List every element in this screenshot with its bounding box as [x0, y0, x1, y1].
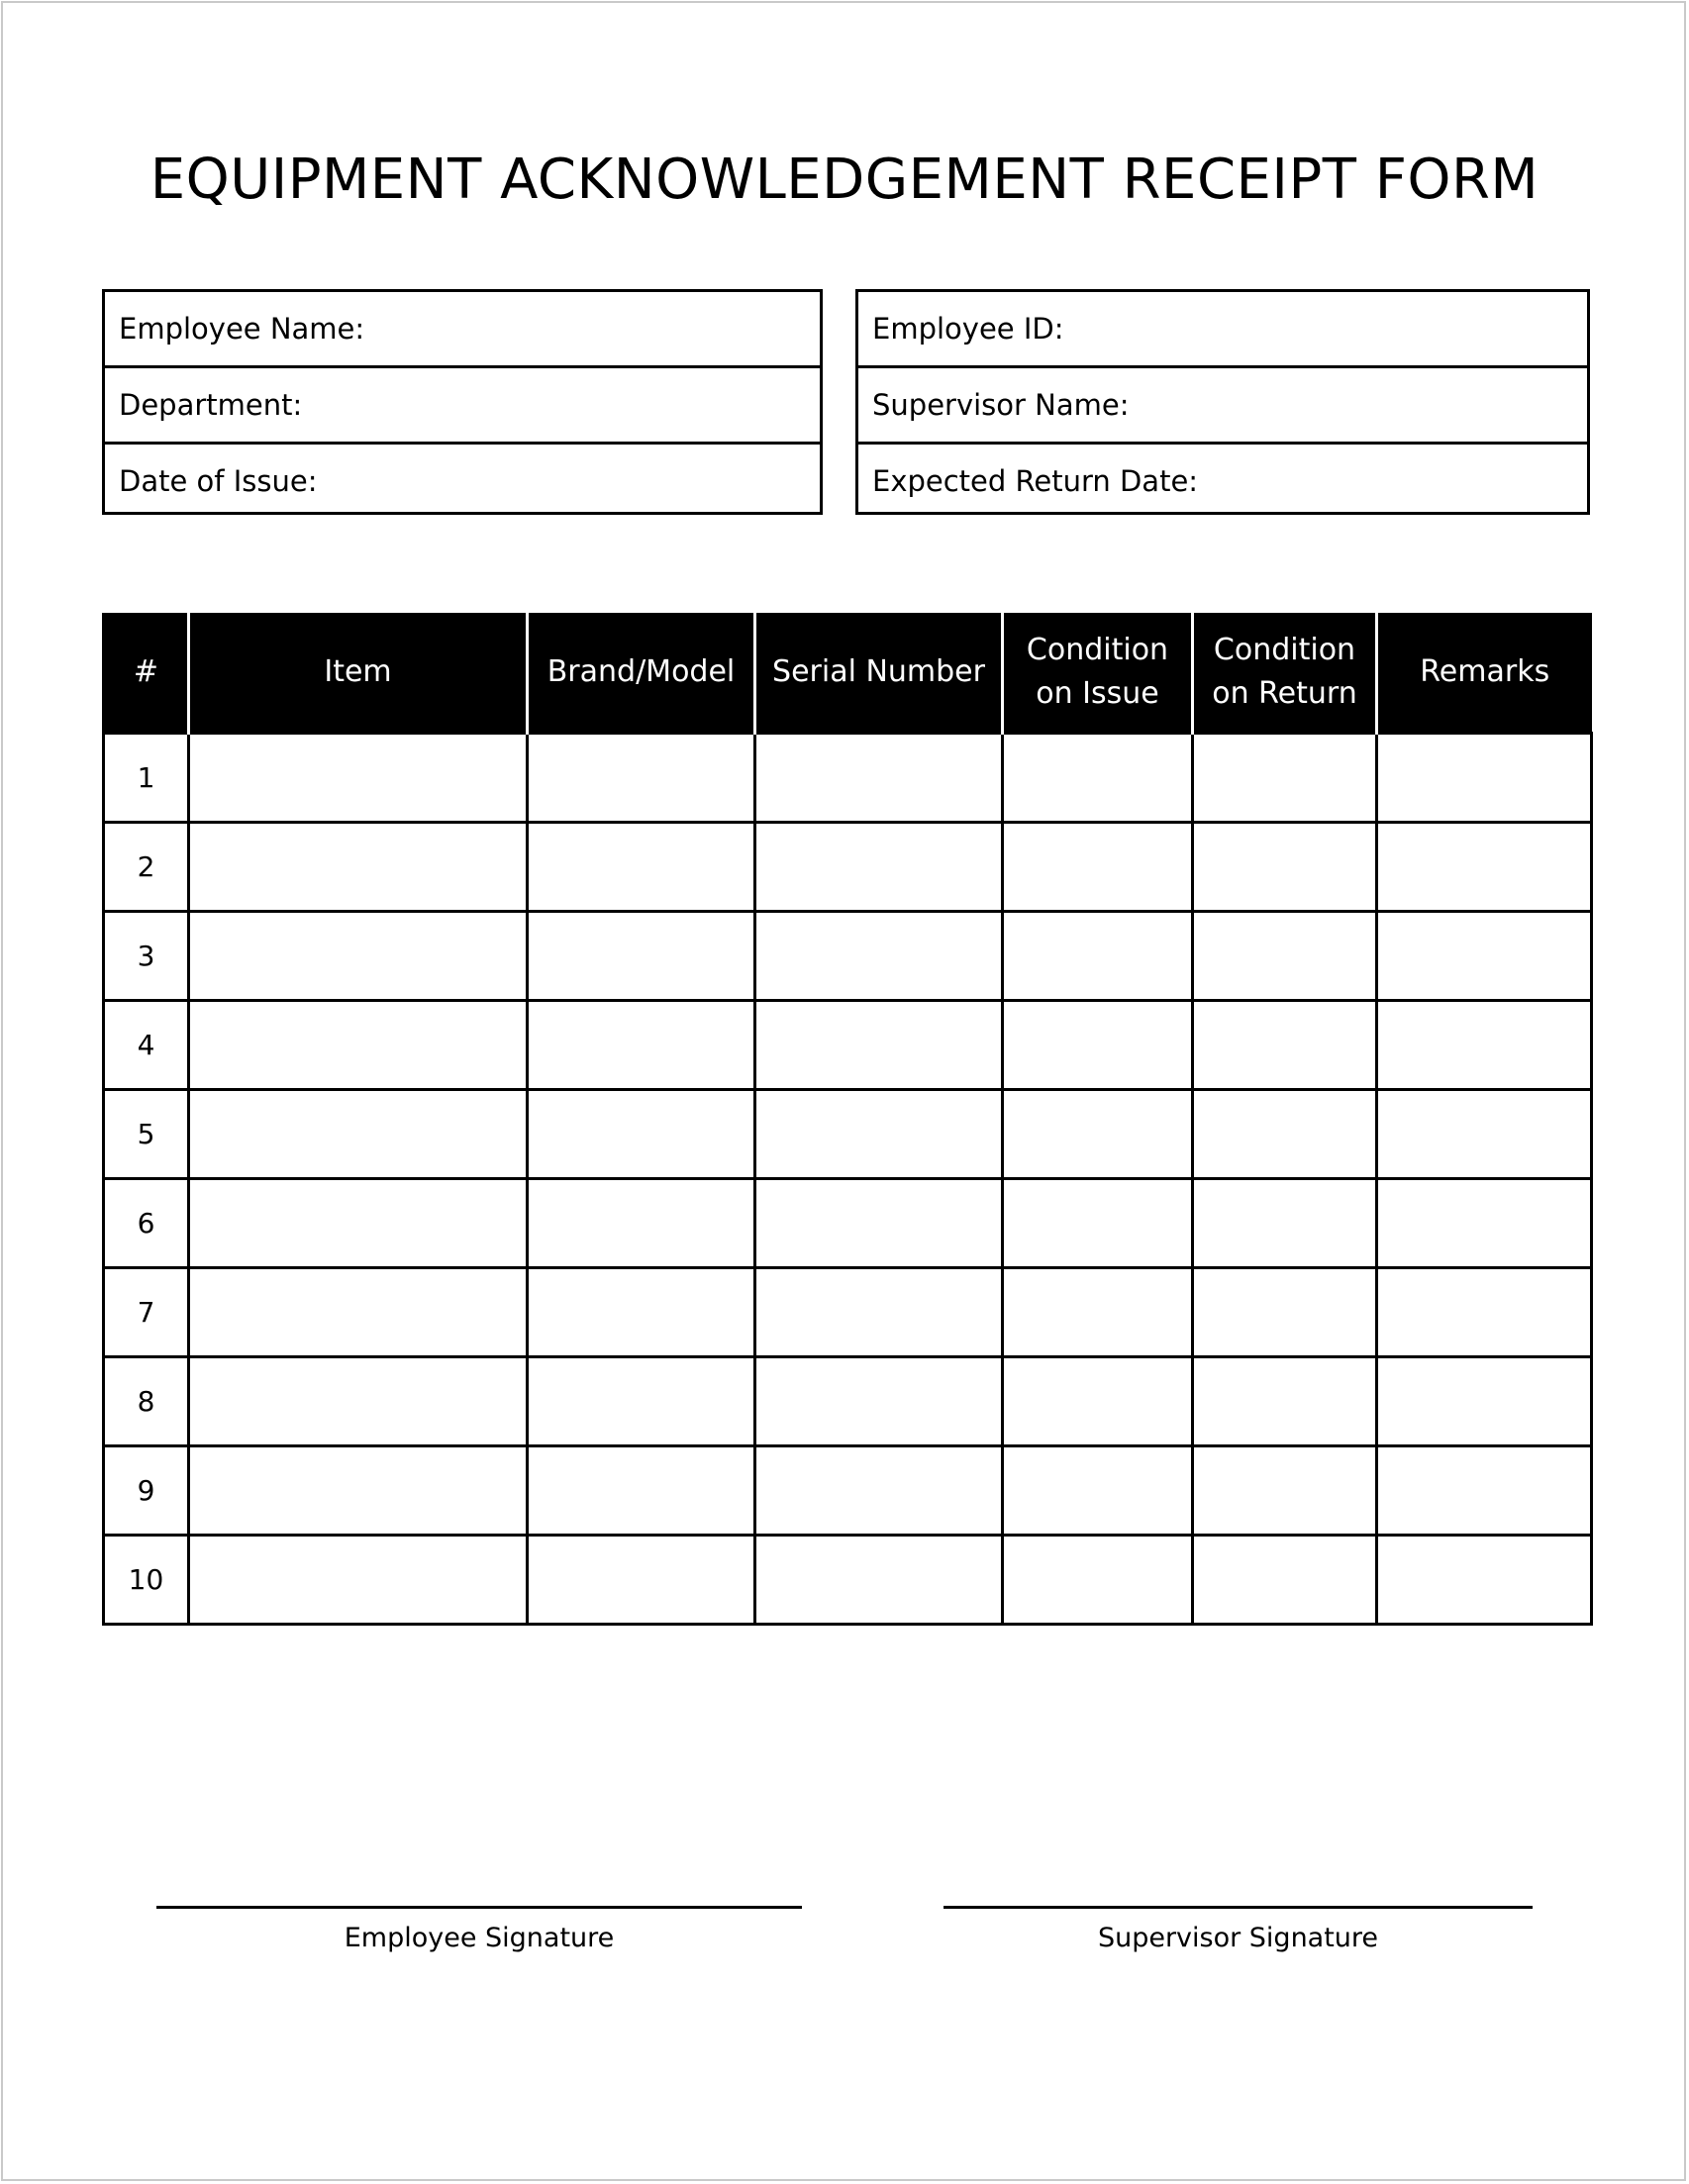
- table-row: [104, 1357, 1592, 1446]
- header-condition-on-return: Condition on Return: [1193, 613, 1377, 734]
- supervisor-signature-label: Supervisor Signature: [1097, 1923, 1379, 1953]
- serial-number-cell[interactable]: [755, 823, 1003, 912]
- department-label: Department:: [119, 388, 303, 422]
- employee-signature-label: Employee Signature: [344, 1923, 615, 1953]
- row-number: 2: [104, 823, 189, 912]
- serial-number-cell[interactable]: [755, 1446, 1003, 1536]
- serial-number-cell[interactable]: [755, 1179, 1003, 1268]
- form-title: EQUIPMENT ACKNOWLEDGEMENT RECEIPT FORM: [149, 147, 1540, 212]
- condition-on-return-cell[interactable]: [1193, 1090, 1377, 1179]
- equipment-table-body: [104, 734, 1592, 1625]
- department-field[interactable]: [105, 368, 820, 445]
- equipment-table: [102, 613, 1593, 1626]
- serial-number-cell[interactable]: [755, 1001, 1003, 1090]
- employee-info-left: [102, 289, 823, 515]
- condition-on-issue-cell[interactable]: [1003, 912, 1193, 1001]
- remarks-cell[interactable]: [1377, 912, 1592, 1001]
- item-cell[interactable]: [189, 1179, 528, 1268]
- brand-model-cell[interactable]: [528, 823, 755, 912]
- remarks-cell[interactable]: [1377, 1179, 1592, 1268]
- table-row: [104, 1090, 1592, 1179]
- item-cell[interactable]: [189, 1090, 528, 1179]
- row-number: 1: [104, 734, 189, 823]
- item-cell[interactable]: [189, 1357, 528, 1446]
- table-row: [104, 1268, 1592, 1357]
- condition-on-return-cell[interactable]: [1193, 1446, 1377, 1536]
- brand-model-cell[interactable]: [528, 1536, 755, 1625]
- expected-return-date-field[interactable]: [858, 445, 1587, 518]
- row-number: 5: [104, 1090, 189, 1179]
- remarks-cell[interactable]: [1377, 823, 1592, 912]
- row-number: 10: [104, 1536, 189, 1625]
- brand-model-cell[interactable]: [528, 1446, 755, 1536]
- serial-number-cell[interactable]: [755, 1357, 1003, 1446]
- item-cell[interactable]: [189, 1268, 528, 1357]
- supervisor-name-field[interactable]: [858, 368, 1587, 445]
- condition-on-return-cell[interactable]: [1193, 1179, 1377, 1268]
- employee-id-label: Employee ID:: [872, 312, 1064, 346]
- expected-return-date-label: Expected Return Date:: [872, 464, 1199, 498]
- condition-on-issue-cell[interactable]: [1003, 734, 1193, 823]
- condition-on-return-cell[interactable]: [1193, 1001, 1377, 1090]
- condition-on-return-cell[interactable]: [1193, 823, 1377, 912]
- brand-model-cell[interactable]: [528, 912, 755, 1001]
- condition-on-issue-cell[interactable]: [1003, 1536, 1193, 1625]
- header-condition-on-issue: Condition on Issue: [1003, 613, 1193, 734]
- item-cell[interactable]: [189, 734, 528, 823]
- row-number: 8: [104, 1357, 189, 1446]
- employee-name-label: Employee Name:: [119, 312, 365, 346]
- date-of-issue-field[interactable]: [105, 445, 820, 518]
- table-row: [104, 1536, 1592, 1625]
- condition-on-issue-cell[interactable]: [1003, 1001, 1193, 1090]
- serial-number-cell[interactable]: [755, 1268, 1003, 1357]
- table-row: [104, 1001, 1592, 1090]
- serial-number-cell[interactable]: [755, 912, 1003, 1001]
- brand-model-cell[interactable]: [528, 1001, 755, 1090]
- serial-number-cell[interactable]: [755, 734, 1003, 823]
- item-cell[interactable]: [189, 912, 528, 1001]
- employee-id-field[interactable]: [858, 292, 1587, 368]
- remarks-cell[interactable]: [1377, 1001, 1592, 1090]
- remarks-cell[interactable]: [1377, 1357, 1592, 1446]
- brand-model-cell[interactable]: [528, 1357, 755, 1446]
- header-remarks: Remarks: [1377, 613, 1592, 734]
- condition-on-issue-cell[interactable]: [1003, 823, 1193, 912]
- condition-on-return-cell[interactable]: [1193, 1536, 1377, 1625]
- item-cell[interactable]: [189, 1446, 528, 1536]
- remarks-cell[interactable]: [1377, 1536, 1592, 1625]
- row-number: 9: [104, 1446, 189, 1536]
- condition-on-issue-cell[interactable]: [1003, 1179, 1193, 1268]
- table-row: [104, 1179, 1592, 1268]
- item-cell[interactable]: [189, 1001, 528, 1090]
- header-serial-number: Serial Number: [755, 613, 1003, 734]
- date-of-issue-label: Date of Issue:: [119, 464, 318, 498]
- condition-on-issue-cell[interactable]: [1003, 1268, 1193, 1357]
- brand-model-cell[interactable]: [528, 1090, 755, 1179]
- brand-model-cell[interactable]: [528, 1268, 755, 1357]
- remarks-cell[interactable]: [1377, 1268, 1592, 1357]
- row-number: 6: [104, 1179, 189, 1268]
- remarks-cell[interactable]: [1377, 734, 1592, 823]
- header-number: #: [104, 613, 189, 734]
- supervisor-name-label: Supervisor Name:: [872, 388, 1130, 422]
- table-header-row: [104, 613, 1592, 734]
- serial-number-cell[interactable]: [755, 1536, 1003, 1625]
- condition-on-return-cell[interactable]: [1193, 912, 1377, 1001]
- remarks-cell[interactable]: [1377, 1090, 1592, 1179]
- table-row: [104, 1446, 1592, 1536]
- condition-on-return-cell[interactable]: [1193, 734, 1377, 823]
- row-number: 7: [104, 1268, 189, 1357]
- remarks-cell[interactable]: [1377, 1446, 1592, 1536]
- condition-on-issue-cell[interactable]: [1003, 1357, 1193, 1446]
- header-item: Item: [189, 613, 528, 734]
- condition-on-return-cell[interactable]: [1193, 1268, 1377, 1357]
- employee-name-field[interactable]: [105, 292, 820, 368]
- table-row: [104, 734, 1592, 823]
- table-row: [104, 823, 1592, 912]
- supervisor-signature-line[interactable]: [944, 1906, 1533, 1909]
- condition-on-issue-cell[interactable]: [1003, 1090, 1193, 1179]
- row-number: 3: [104, 912, 189, 1001]
- serial-number-cell[interactable]: [755, 1090, 1003, 1179]
- item-cell[interactable]: [189, 1536, 528, 1625]
- item-cell[interactable]: [189, 823, 528, 912]
- row-number: 4: [104, 1001, 189, 1090]
- employee-signature-line[interactable]: [156, 1906, 802, 1909]
- employee-info-right: [855, 289, 1590, 515]
- condition-on-issue-cell[interactable]: [1003, 1446, 1193, 1536]
- condition-on-return-cell[interactable]: [1193, 1357, 1377, 1446]
- header-brand-model: Brand/Model: [528, 613, 755, 734]
- brand-model-cell[interactable]: [528, 734, 755, 823]
- table-row: [104, 912, 1592, 1001]
- brand-model-cell[interactable]: [528, 1179, 755, 1268]
